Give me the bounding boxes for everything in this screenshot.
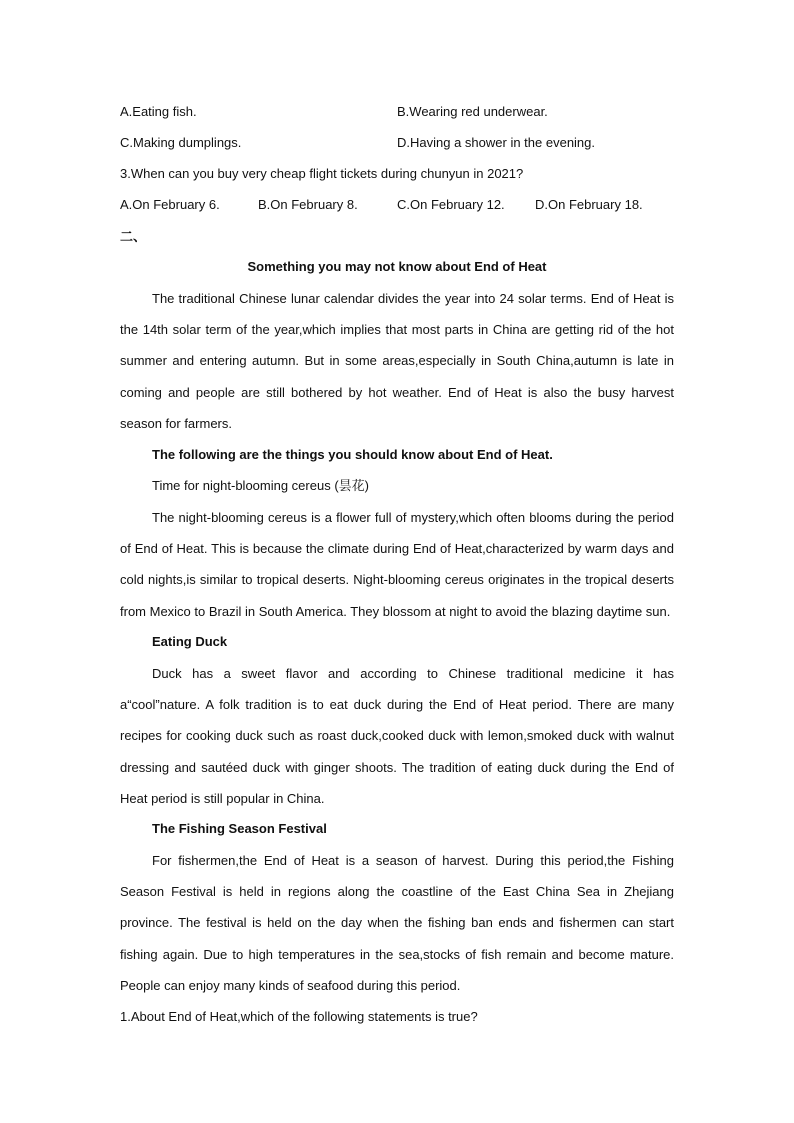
fishing-heading: The Fishing Season Festival (152, 821, 327, 836)
q3-option-d: D.On February 18. (535, 197, 643, 212)
q2-option-b: B.Wearing red underwear. (397, 104, 548, 119)
q2-option-a: A.Eating fish. (120, 104, 197, 119)
fishing-paragraph: For fishermen,the End of Heat is a season of harvest. During this period,the Fishing Season Festival is held in regions along the coastline of the East China Sea in Zhejiang province. The festival is held on the day when the fishing ban ends and fishermen can start fishing again. Due to high temperatures in the sea,stocks of fish remain and become mature. People can enjoy many kinds of seafood during this period. (120, 853, 674, 993)
q3-option-a: A.On February 6. (120, 197, 220, 212)
q2-option-d: D.Having a shower in the evening. (397, 135, 596, 150)
passage-intro: The traditional Chinese lunar calendar divides the year into 24 solar terms. End of Heat is the 14th solar term of the year,which implies that most parts in China are getting rid of the hot summer and entering autumn. But in some areas,especially in South China,autumn is late in coming and people are still bothered by hot weather. End of Heat is also the busy harvest season for farmers. (120, 291, 674, 431)
q3-option-b: B.On February 8. (258, 197, 358, 212)
passage-lead: The following are the things you should know about End of Heat. (152, 447, 553, 462)
duck-heading: Eating Duck (152, 634, 228, 649)
q1-question: 1.About End of Heat,which of the following statements is true? (120, 1009, 478, 1024)
cereus-paragraph: The night-blooming cereus is a flower full of mystery,which often blooms during the period of End of Heat. This is because the climate during End of Heat,characterized by warm days and cold nights,is similar to tropical deserts. Night-blooming cereus originates in the tropical deserts from Mexico to Brazil in South America. They blossom at night to avoid the blazing daytime sun. (120, 510, 674, 619)
cereus-heading: Time for night-blooming cereus (昙花) (152, 478, 369, 493)
passage-title: Something you may not know about End of Heat (247, 259, 547, 274)
q3-question: 3.When can you buy very cheap flight tickets during chunyun in 2021? (120, 166, 524, 181)
q2-option-c: C.Making dumplings. (120, 135, 242, 150)
duck-paragraph: Duck has a sweet flavor and according to Chinese traditional medicine it has a“cool”nature. A folk tradition is to eat duck during the End of Heat period. There are many recipes for cooking duck such as roast duck,cooked duck with lemon,smoked duck with walnut dressing and sautéed duck with ginger shoots. The tradition of eating duck during the End of Heat period is still popular in China. (120, 666, 674, 806)
q3-option-c: C.On February 12. (397, 197, 505, 212)
section-marker: 二、 (120, 229, 147, 244)
